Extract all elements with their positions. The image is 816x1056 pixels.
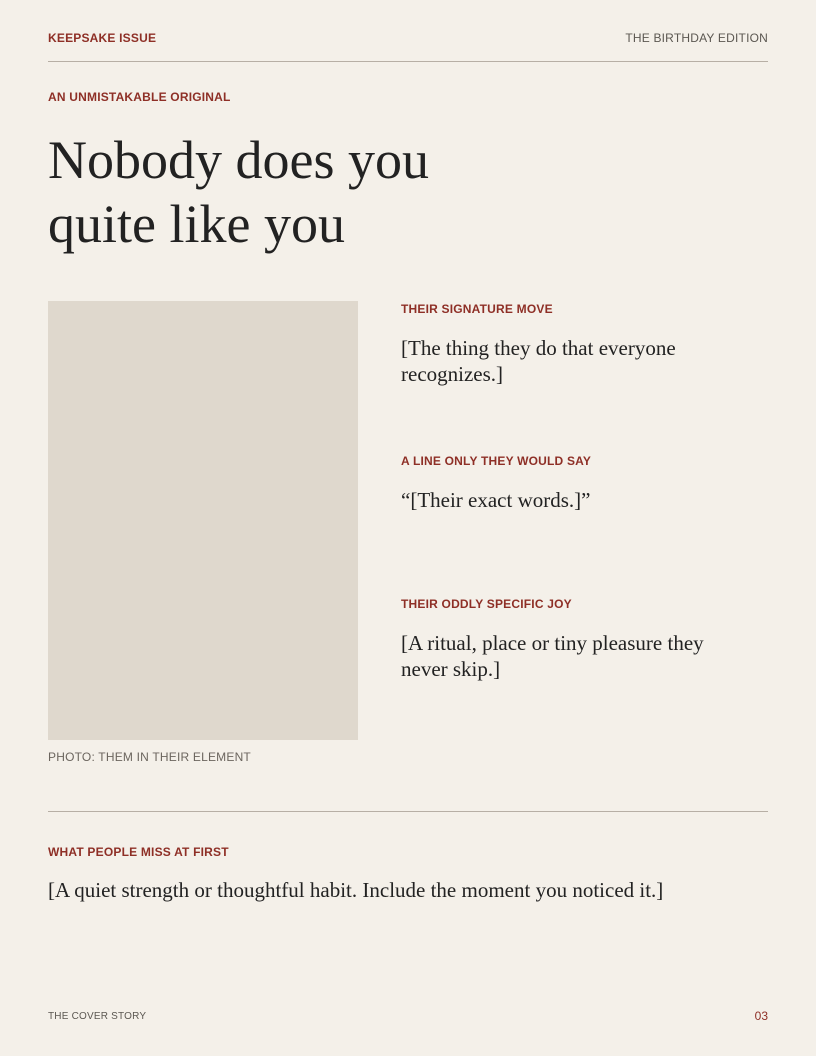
page-number: 03 xyxy=(754,1009,768,1023)
miss-at-first-text: [A quiet strength or thoughtful habit. Include the moment you noticed it.] xyxy=(48,878,664,902)
signature-line-label: A LINE ONLY THEY WOULD SAY xyxy=(401,454,592,468)
signature-move-label: THEIR SIGNATURE MOVE xyxy=(401,302,553,316)
miss-at-first-label: WHAT PEOPLE MISS AT FIRST xyxy=(48,845,229,859)
section-divider xyxy=(48,811,768,812)
page-title xyxy=(48,128,568,256)
photo-placeholder xyxy=(48,301,358,740)
title-line-2: quite like you xyxy=(48,194,345,254)
title-line-1: Nobody does you xyxy=(48,130,429,190)
specific-joy-label: THEIR ODDLY SPECIFIC JOY xyxy=(401,597,572,611)
photo-caption: PHOTO: THEM IN THEIR ELEMENT xyxy=(48,750,251,764)
signature-move-text: [The thing they do that everyone recognizes.] xyxy=(401,336,676,386)
footer-section-name: THE COVER STORY xyxy=(48,1011,147,1022)
kicker: AN UNMISTAKABLE ORIGINAL xyxy=(48,90,231,104)
edition-label: THE BIRTHDAY EDITION xyxy=(625,31,768,45)
signature-line-text: “[Their exact words.]” xyxy=(401,488,591,512)
issue-label: KEEPSAKE ISSUE xyxy=(48,31,157,45)
specific-joy-text: [A ritual, place or tiny pleasure they never skip.] xyxy=(401,631,704,681)
header-divider xyxy=(48,61,768,62)
